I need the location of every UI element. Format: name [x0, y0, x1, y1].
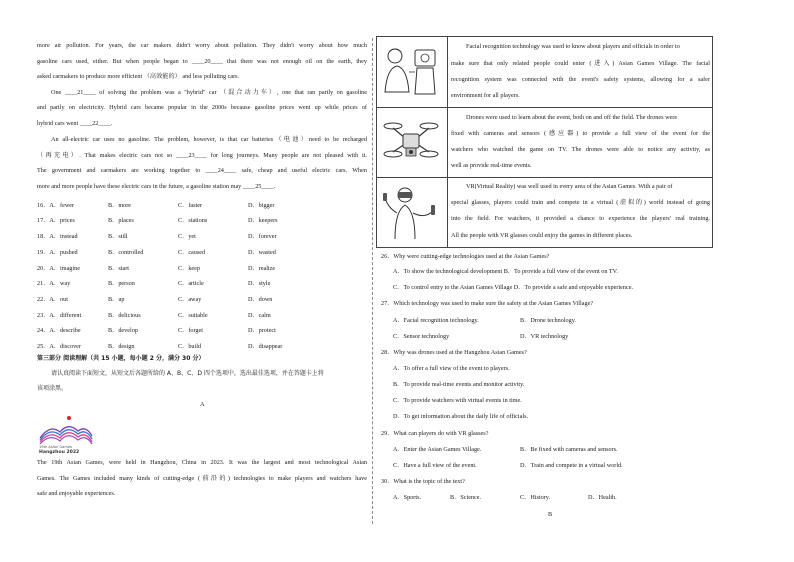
option-a: 20．A．imagine	[37, 265, 80, 272]
logo-caption: 19th Asian Games	[39, 445, 72, 449]
question-27-option-d: D．VR technology	[520, 333, 569, 340]
question-28-option-a: A．To offer a full view of the event to players.	[393, 365, 510, 372]
option-a: 18．A．instead	[37, 233, 78, 240]
option-d: D．realize	[248, 265, 276, 272]
option-a: 21．A．way	[37, 280, 71, 287]
question-30-option-d: D．Health.	[588, 494, 617, 501]
column-divider	[372, 38, 373, 524]
option-d: D．forever	[248, 233, 277, 240]
passage-line: gasoline cars used, either. But when people began to ____20____ that there was not enough oil on the earth, they	[37, 58, 367, 65]
question-26-options-ab: A．To show the technological development B．To provide a full view of the event on TV.	[393, 268, 618, 275]
option-d: D．protect	[248, 327, 276, 334]
option-b: B．delicious	[108, 312, 141, 319]
question-27: 27．Which technology was used to make sure the safety at the Asian Games Village?	[381, 300, 594, 307]
option-b: B．more	[108, 202, 132, 209]
section-instruction: 该项涂黑。	[37, 385, 68, 392]
row-text: well as provide real-time events.	[451, 162, 532, 169]
question-29: 29．What can players do with VR glasses?	[381, 430, 489, 437]
option-c: C．keep	[178, 265, 200, 272]
section-instruction: 请认真阅读下面短文，从短文后各题所给的 A、B、C、D 四个选项中，选出最佳选项，并在答题卡上将	[51, 370, 324, 377]
option-c: C．yet	[178, 233, 196, 240]
option-d: D．disappear	[248, 343, 283, 350]
option-c: C．caused	[178, 249, 206, 256]
passage-line: more air pollution. For years, the car makers didn't worry about pollution. They didn't worry about how much	[37, 42, 367, 49]
option-b: B．up	[108, 296, 125, 303]
vr-glasses-icon	[381, 183, 441, 243]
option-c: C．article	[178, 280, 204, 287]
section-title: 第三部分 阅读理解（共 15 小题，每小题 2 分，满分 30 分）	[37, 355, 205, 362]
row-text: environment for all players.	[451, 92, 520, 99]
question-27-option-b: B．Drone technology.	[520, 317, 576, 324]
next-passage-label: B	[548, 511, 553, 518]
drone-icon	[381, 114, 441, 172]
passage-line: （再充电）. That makes electric cars not so ____23____ for long journeys. Many people are not pleased with it.	[37, 152, 367, 159]
question-26: 26．Why were cutting-edge technologies used at the Asian Games?	[381, 253, 550, 260]
passage-line: asked carmakers to produce more efficient （高效能的） and less polluting cars.	[37, 73, 240, 80]
option-a: 17．A．prices	[37, 217, 75, 224]
passage-line: One ____21____ of solving the problem was a "hybrid" car （混合动力车）, one that ran partly on gasoline	[51, 89, 367, 96]
option-b: B．places	[108, 217, 134, 224]
option-c: C．faster	[178, 202, 203, 209]
asian-games-logo	[36, 414, 96, 456]
option-b: B．start	[108, 265, 129, 272]
logo-caption: Hangzhou 2022	[39, 450, 80, 455]
option-b: B．still	[108, 233, 128, 240]
option-c: C．suitable	[178, 312, 208, 319]
option-d: D．bigger	[248, 202, 275, 209]
question-30-option-b: B．Science.	[450, 494, 482, 501]
row-text: make sure that only related people could enter (进入) Asian Games Village. The facial	[451, 60, 710, 67]
row-text: Drones were used to learn about the event, both on and off the field. The drones were	[466, 114, 678, 121]
passage-line: hybrid cars went ____22____.	[37, 120, 113, 127]
question-28: 28．Why was drones used at the Hangzhou Asian Games?	[381, 349, 527, 356]
question-28-option-b: B．To provide real-time events and monitor activity.	[393, 381, 525, 388]
question-30-option-a: A．Sports.	[393, 494, 422, 501]
option-c: C．build	[178, 343, 202, 350]
row-text: recognition system was connected with the event's safety systems, allowing for a safer	[451, 76, 710, 83]
vr-illustration	[381, 183, 441, 243]
question-29-option-a: A．Enter the Asian Games Village.	[393, 446, 482, 453]
question-30-option-c: C．History.	[520, 494, 551, 501]
option-d: D．calm	[248, 312, 271, 319]
option-d: D．wasted	[248, 249, 276, 256]
question-30: 30．What is the topic of the text?	[381, 478, 465, 485]
question-29-option-d: D．Train and compete in a virtual world.	[520, 462, 623, 469]
option-b: B．develop	[108, 327, 138, 334]
passage-line: The government and carmakers are working together to ____24____ safe, cheap and useful electric cars. When	[37, 167, 367, 174]
option-c: C．forget	[178, 327, 203, 334]
option-a: 23．A．different	[37, 312, 82, 319]
option-d: D．keepers	[248, 217, 278, 224]
option-a: 22．A．out	[37, 296, 68, 303]
passage-line: more and more people have these electric cars in the future, a gasoline station may ____25____.	[37, 183, 276, 190]
row-text: into the field. For watchers, it provided a chance to experience the players' real training.	[451, 215, 710, 222]
question-29-option-c: C．Have a full view of the event.	[393, 462, 477, 469]
option-b: B．design	[108, 343, 135, 350]
option-b: B．person	[108, 280, 135, 287]
facial-recognition-icon	[381, 42, 441, 102]
row-text: VR(Virtual Reality) was well used in every area of the Asian Games. With a pair of	[466, 183, 673, 190]
question-27-option-c: C．Sensor technology	[393, 333, 450, 340]
passage-line: An all-electric car uses no gasoline. The problem, however, is that car batteries（电池）need to be recharged	[51, 136, 367, 143]
intro-line: safe and enjoyable experiences.	[37, 490, 116, 497]
row-text: All the people with VR glasses could enjoy the games in different places.	[451, 232, 633, 239]
option-d: D．style	[248, 280, 271, 287]
question-28-option-c: C．To provide watchers with virtual events in time.	[393, 397, 522, 404]
option-b: B．controlled	[108, 249, 144, 256]
question-27-option-a: A．Facial recognition technology.	[393, 317, 479, 324]
option-c: C．away	[178, 296, 202, 303]
facial-recognition-illustration	[381, 42, 441, 102]
row-text: special glasses, players could train and compete in a virtual (虚拟的) world instead of going	[451, 199, 710, 206]
question-26-options-cd: C．To control entry to the Asian Games Village D．To provide a safe and enjoyable experience.	[393, 284, 634, 291]
table-column-line	[447, 36, 448, 248]
passage-label: A	[200, 401, 205, 408]
option-a: 16．A．fewer	[37, 202, 75, 209]
option-a: 19．A．pushed	[37, 249, 78, 256]
option-c: C．stations	[178, 217, 208, 224]
row-text: Facial recognition technology was used to know about players and officials in order to	[466, 43, 680, 50]
intro-line: Games. The Games included many kinds of cutting-edge (前沿的) technologies to make players and watchers have	[37, 475, 367, 482]
option-d: D．down	[248, 296, 273, 303]
option-a: 24．A．describe	[37, 327, 81, 334]
passage-line: and partly on electricity. Hybrid cars became popular in the 2000s because gasoline prices went up while prices of	[37, 104, 367, 111]
option-a: 25．A．discover	[37, 343, 81, 350]
row-text: fixed with cameras and sensors (感应器) to provide a full view of the event for the	[451, 130, 710, 137]
intro-line: The 19th Asian Games, were held in Hangzhou, China in 2023. It was the largest and most technological Asian	[37, 459, 367, 466]
drone-illustration	[381, 114, 441, 172]
question-28-option-d: D．To get information about the daily life of officials.	[393, 413, 529, 420]
question-29-option-b: B．Be fixed with cameras and sensors.	[520, 446, 618, 453]
row-text: watchers who watched the game on TV. The drones were able to notice any activity, as	[451, 146, 710, 153]
